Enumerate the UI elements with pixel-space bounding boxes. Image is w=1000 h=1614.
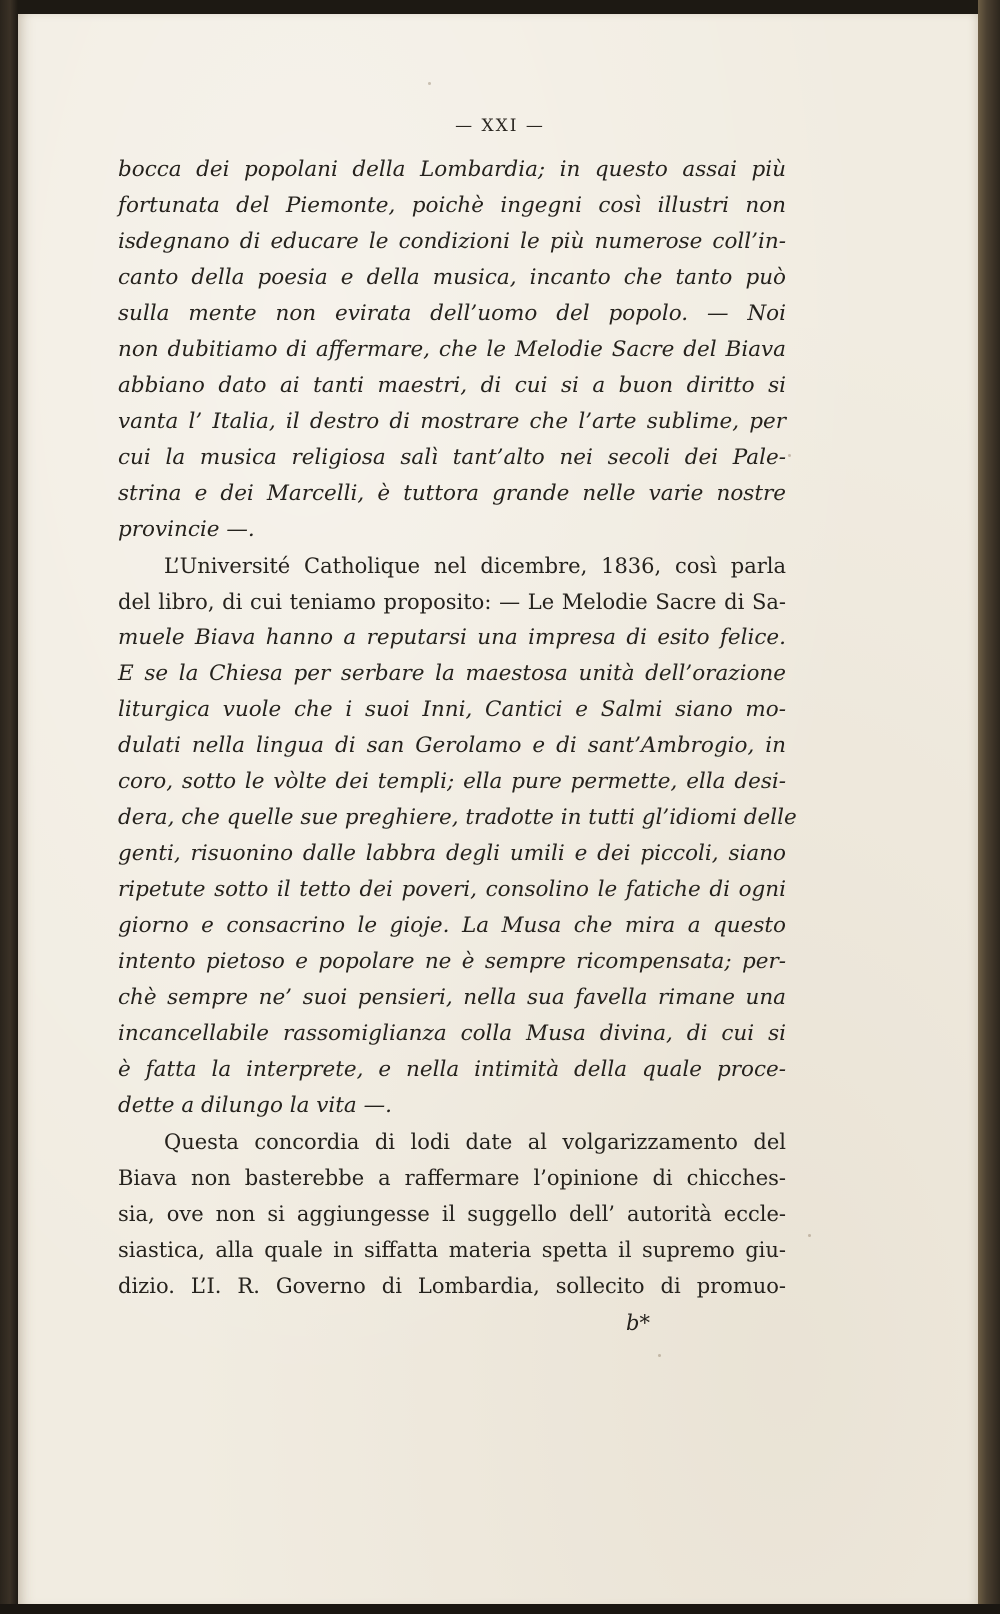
text-line: intento pietoso e popolare ne è sempre ricompensata; per- xyxy=(118,949,786,974)
text-line: isdegnano di educare le condizioni le più numerose coll’in- xyxy=(118,229,786,254)
text-line: vanta l’ Italia, il destro di mostrare che l’arte sublime, per xyxy=(118,409,786,434)
text-line: del libro, di cui teniamo proposito: — Le Melodie Sacre di Sa- xyxy=(118,590,786,614)
text-line: non dubitiamo di affermare, che le Melodie Sacre del Biava xyxy=(118,337,786,362)
text-line: siastica, alla quale in siffatta materia spetta il supremo giu- xyxy=(118,1238,786,1262)
text-line: strina e dei Marcelli, è tuttora grande nelle varie nostre xyxy=(118,481,786,506)
text-line: liturgica vuole che i suoi Inni, Cantici e Salmi siano mo- xyxy=(118,697,786,722)
text-line: bocca dei popolani della Lombardia; in questo assai più xyxy=(118,157,786,182)
paper-speck xyxy=(428,82,431,85)
paper-speck xyxy=(658,1354,661,1357)
paragraph-start-line: L’Université Catholique nel dicembre, 1836, così parla xyxy=(164,554,786,578)
text-line: ripetute sotto il tetto dei poveri, consolino le fatiche di ogni xyxy=(118,877,786,902)
page-edge-right xyxy=(978,0,1000,1614)
text-line: Biava non basterebbe a raffermare l’opinione di chicches- xyxy=(118,1166,786,1190)
text-line: coro, sotto le vòlte dei templi; ella pure permette, ella desi- xyxy=(118,769,786,794)
text-line: dizio. L’I. R. Governo di Lombardia, sollecito di promuo- xyxy=(118,1274,786,1298)
text-line: dulati nella lingua di san Gerolamo e di sant’Ambrogio, in xyxy=(118,733,786,758)
text-line: dera, che quelle sue preghiere, tradotte in tutti gl’idiomi delle xyxy=(118,805,797,830)
text-line: E se la Chiesa per serbare la maestosa unità dell’orazione xyxy=(118,661,786,686)
text-line: giorno e consacrino le gioje. La Musa che mira a questo xyxy=(118,913,786,938)
text-line: sulla mente non evirata dell’uomo del popolo. — Noi xyxy=(118,301,786,326)
text-line: incancellabile rassomiglianza colla Musa divina, di cui si xyxy=(118,1021,786,1046)
text-line: provincie —. xyxy=(118,517,255,542)
text-line: muele Biava hanno a reputarsi una impresa di esito felice. xyxy=(118,625,786,650)
paragraph-start-line: Questa concordia di lodi date al volgarizzamento del xyxy=(164,1130,786,1154)
page-header-numeral: — XXI — xyxy=(455,116,545,136)
paper-speck xyxy=(788,454,791,457)
text-line: chè sempre ne’ suoi pensieri, nella sua favella rimane una xyxy=(118,985,786,1010)
text-line: sia, ove non si aggiungesse il suggello dell’ autorità eccle- xyxy=(118,1202,786,1226)
text-line: genti, risuonino dalle labbra degli umili e dei piccoli, siano xyxy=(118,841,786,866)
text-line: cui la musica religiosa salì tant’alto nei secoli dei Pale- xyxy=(118,445,786,470)
page-text-block xyxy=(118,152,797,1304)
text-line: canto della poesia e della musica, incanto che tanto può xyxy=(118,265,786,290)
text-line: è fatta la interprete, e nella intimità della quale proce- xyxy=(118,1057,786,1082)
page-bottom-edge xyxy=(0,1604,1000,1614)
text-line: abbiano dato ai tanti maestri, di cui si a buon diritto si xyxy=(118,373,786,398)
text-line: fortunata del Piemonte, poichè ingegni così illustri non xyxy=(118,193,786,218)
text-line: dette a dilungo la vita —. xyxy=(118,1093,392,1118)
signature-mark: b* xyxy=(626,1311,650,1335)
paper-speck xyxy=(808,1234,811,1237)
